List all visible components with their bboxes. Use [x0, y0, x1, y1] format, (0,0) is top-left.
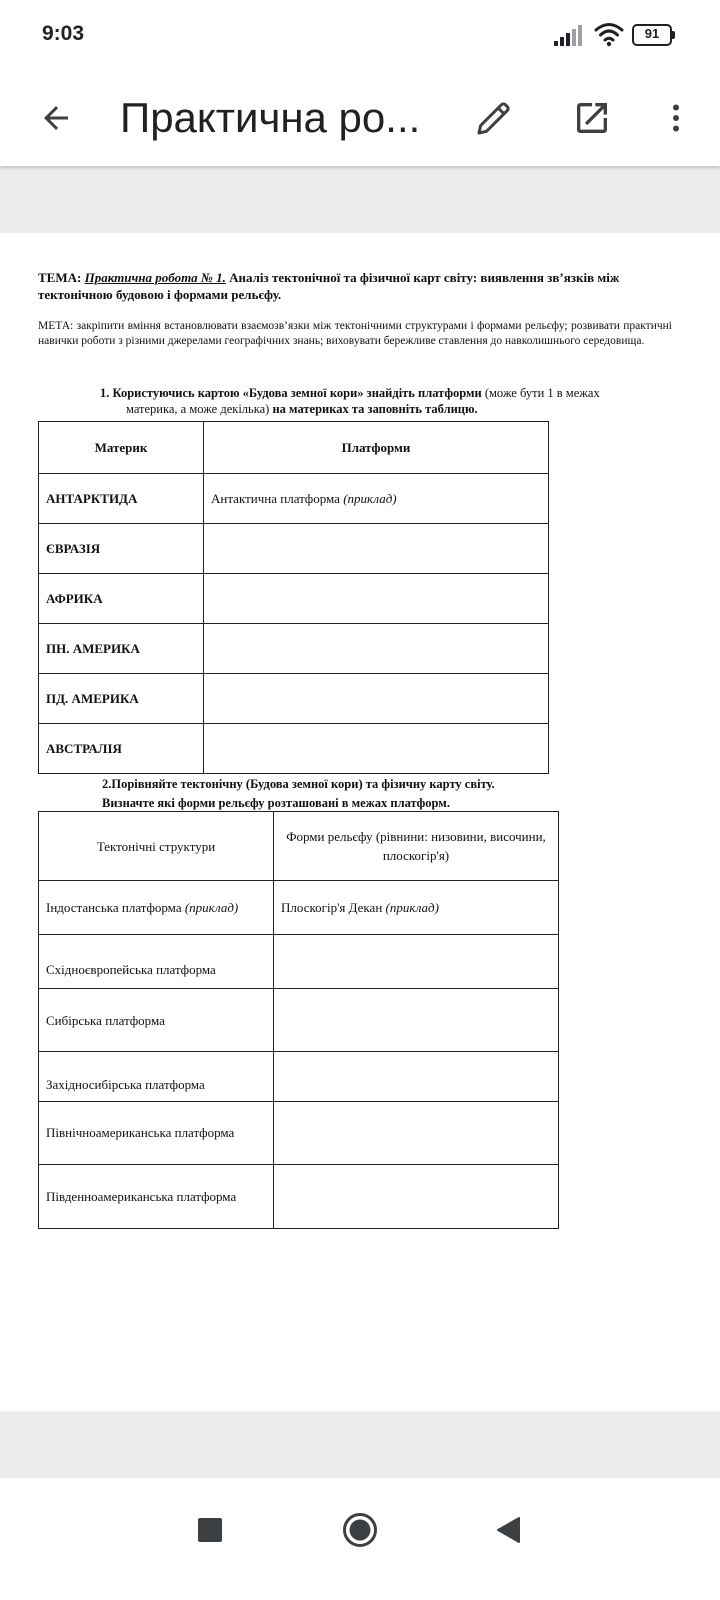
table-row [39, 624, 549, 674]
arrow-back-icon [38, 100, 74, 136]
table-header-row [39, 422, 549, 474]
triangle-icon [495, 1516, 521, 1544]
platform-cell [204, 724, 549, 774]
platform-cell [204, 624, 549, 674]
continent-cell: АНТАРКТИДА [39, 474, 204, 524]
task-1-instructions [100, 385, 672, 417]
continent-cell: ПН. АМЕРИКА [39, 624, 204, 674]
square-icon [197, 1517, 223, 1543]
platform-cell [204, 474, 549, 524]
column-header-structures: Тектонічні структури [39, 812, 274, 881]
table-row [39, 1052, 559, 1102]
battery-level: 91 [644, 26, 660, 41]
continent-cell: АВСТРАЛІЯ [39, 724, 204, 774]
table-row [39, 674, 549, 724]
open-in-new-button[interactable] [562, 88, 622, 148]
platform-cell [204, 674, 549, 724]
more-options-button[interactable] [646, 88, 706, 148]
relief-cell [274, 1102, 559, 1165]
table-row [39, 989, 559, 1052]
relief-text: Плоскогір'я Декан [281, 899, 383, 915]
battery-tip [672, 31, 675, 39]
structure-cell: Північноамериканська платформа [39, 1102, 274, 1165]
goal-paragraph: МЕТА: закріпити вміння встановлювати взаємозв’язки між тектонічними структурами і формами рельєфу; розвивати практичні навички роботи з різними джерелами географічних знань; виховувати бережливе ставлення до навколишнього середовища. [38, 320, 672, 347]
status-time: 9:03 [42, 22, 85, 45]
structure-cell: Сибірська платформа [39, 989, 274, 1052]
topic-heading [38, 269, 672, 303]
table-row [39, 1165, 559, 1229]
relief-cell [274, 989, 559, 1052]
example-note: (приклад) [343, 490, 397, 506]
continent-cell: ЄВРАЗІЯ [39, 524, 204, 574]
task-2-instructions [102, 775, 622, 813]
system-navigation-bar [0, 1478, 720, 1600]
battery-indicator [632, 24, 676, 46]
more-vert-icon [658, 100, 694, 136]
signal-icon [554, 24, 584, 46]
task-1-line-2 [100, 401, 672, 417]
task-1-part-d: на материках та заповніть таблицю. [272, 402, 478, 416]
table-row [39, 935, 559, 989]
structure-cell: Південноамериканська платформа [39, 1165, 274, 1229]
topic-text: Аналіз тектонічної та фізичної карт світу: виявлення зв’язків між тектонічною будовою і формами рельєфу. [38, 270, 620, 302]
table-row [39, 474, 549, 524]
column-header-platforms: Платформи [204, 422, 549, 474]
structure-cell [39, 881, 274, 935]
relief-cell [274, 881, 559, 935]
structure-text: Індостанська платформа [46, 899, 182, 915]
platform-cell [204, 574, 549, 624]
back-button[interactable] [26, 88, 86, 148]
status-bar [0, 0, 720, 70]
example-note: (приклад) [385, 899, 439, 915]
relief-cell [274, 1052, 559, 1102]
topic-label: ТЕМА: [38, 270, 82, 285]
continent-cell: АФРИКА [39, 574, 204, 624]
task-2-line-1: 2.Порівняйте тектонічну (Будова земної кори) та фізичну карту світу. [102, 777, 495, 791]
continent-cell: ПД. АМЕРИКА [39, 674, 204, 724]
circle-icon [342, 1512, 378, 1548]
app-bar [0, 70, 720, 166]
platform-cell [204, 524, 549, 574]
table-row [39, 1102, 559, 1165]
example-note: (приклад) [184, 899, 239, 915]
task-1-part-a: 1. Користуючись картою «Будова земної кори» знайдіть платформи [100, 386, 482, 400]
table-row [39, 574, 549, 624]
task-2-line-2: Визначте які форми рельєфу розташовані в межах платформ. [102, 796, 450, 810]
table-row [39, 881, 559, 935]
home-button[interactable] [330, 1500, 390, 1560]
continents-platforms-table [38, 421, 549, 774]
edit-button[interactable] [464, 88, 524, 148]
pencil-icon [474, 98, 514, 138]
task-1-part-b: (може бути 1 в межах [484, 386, 600, 400]
relief-cell [274, 935, 559, 989]
table-row [39, 724, 549, 774]
table-header-row [39, 812, 559, 881]
structure-cell: Східноєвропейська платформа [39, 935, 274, 989]
document-title: Практична ро... [120, 94, 421, 141]
topic-work-number: Практична робота № 1. [84, 270, 226, 285]
platform-text: Антактична платформа [211, 490, 340, 506]
table-row [39, 524, 549, 574]
task-1-part-c: материка, а може декілька) [126, 402, 270, 416]
column-header-continent: Материк [39, 422, 204, 474]
tectonics-relief-table [38, 811, 559, 1229]
document-page [0, 233, 720, 1411]
recent-apps-button[interactable] [180, 1500, 240, 1560]
open-in-new-icon [572, 98, 612, 138]
system-back-button[interactable] [478, 1500, 538, 1560]
wifi-icon [594, 21, 624, 47]
column-header-relief: Форми рельєфу (рівнини: низовини, височини, плоскогір'я) [274, 812, 559, 881]
structure-cell: Західносибірська платформа [39, 1052, 274, 1102]
relief-cell [274, 1165, 559, 1229]
